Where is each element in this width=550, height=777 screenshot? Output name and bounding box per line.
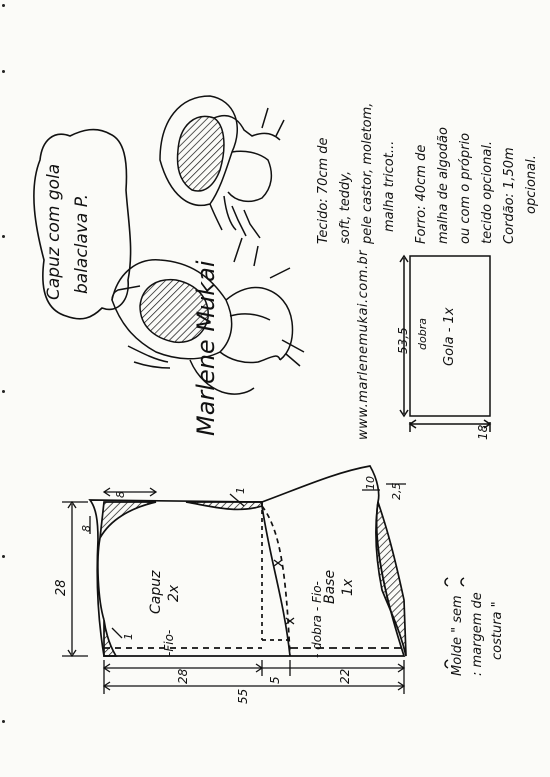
gola-height: 18 — [476, 424, 490, 440]
note-line-1: Molde " sem — [450, 595, 465, 676]
capuz-label: Capuz — [148, 570, 164, 614]
dim-bottom-5: 5 — [268, 676, 282, 684]
gola-label: Gola - 1x — [442, 307, 457, 366]
capuz-base-pattern — [90, 466, 406, 656]
gola-width: 53,5 — [396, 327, 410, 354]
material-cordao-2: opcional. — [524, 155, 539, 214]
dim-bottom-22: 22 — [338, 668, 352, 684]
fio-label: -Fio- — [162, 629, 176, 656]
dim-bottom-28: 28 — [176, 668, 190, 684]
note-line-2: : margem de — [470, 592, 485, 676]
dim-base-2-5: 2,5 — [390, 482, 403, 500]
material-forro-1: Forro: 40cm de — [414, 144, 429, 244]
material-forro-3: ou com o próprio — [458, 132, 473, 244]
dim-height-28: 28 — [54, 579, 69, 596]
dim-top-8: 8 — [114, 491, 127, 498]
material-tecido-3: pele castor, moletom, — [360, 102, 375, 244]
base-label: Base — [322, 569, 338, 604]
fold-bottom-label: - dobra - Fio- — [310, 581, 324, 658]
material-forro-2: malha de algodão — [436, 127, 451, 244]
material-forro-4: tecido opcional. — [480, 140, 495, 244]
material-tecido-1: Tecido: 70cm de — [316, 137, 331, 244]
material-tecido-2: soft, teddy, — [338, 170, 353, 244]
material-tecido-4: malha tricot... — [382, 140, 397, 232]
dim-total-55: 55 — [236, 688, 250, 704]
signature: Marlene Mukai — [192, 260, 220, 436]
website-url: www.marlenemukai.com.br — [356, 249, 371, 440]
title-line-2: balaclava P. — [72, 193, 92, 294]
title-line-1: Capuz com gola — [44, 163, 64, 300]
dim-right-1: 1 — [234, 487, 247, 494]
dim-left-8: 8 — [80, 525, 93, 532]
dim-base-10: 10 — [364, 476, 377, 490]
base-qty: 1x — [340, 578, 356, 596]
material-cordao-1: Cordão: 1,50m — [502, 147, 517, 244]
capuz-qty: 2x — [166, 584, 182, 602]
hood-sketch-top — [160, 96, 284, 238]
dim-bottom-1: 1 — [122, 633, 135, 640]
gola-fold-label: dobra — [416, 318, 429, 350]
note-line-3: costura " — [490, 601, 505, 660]
